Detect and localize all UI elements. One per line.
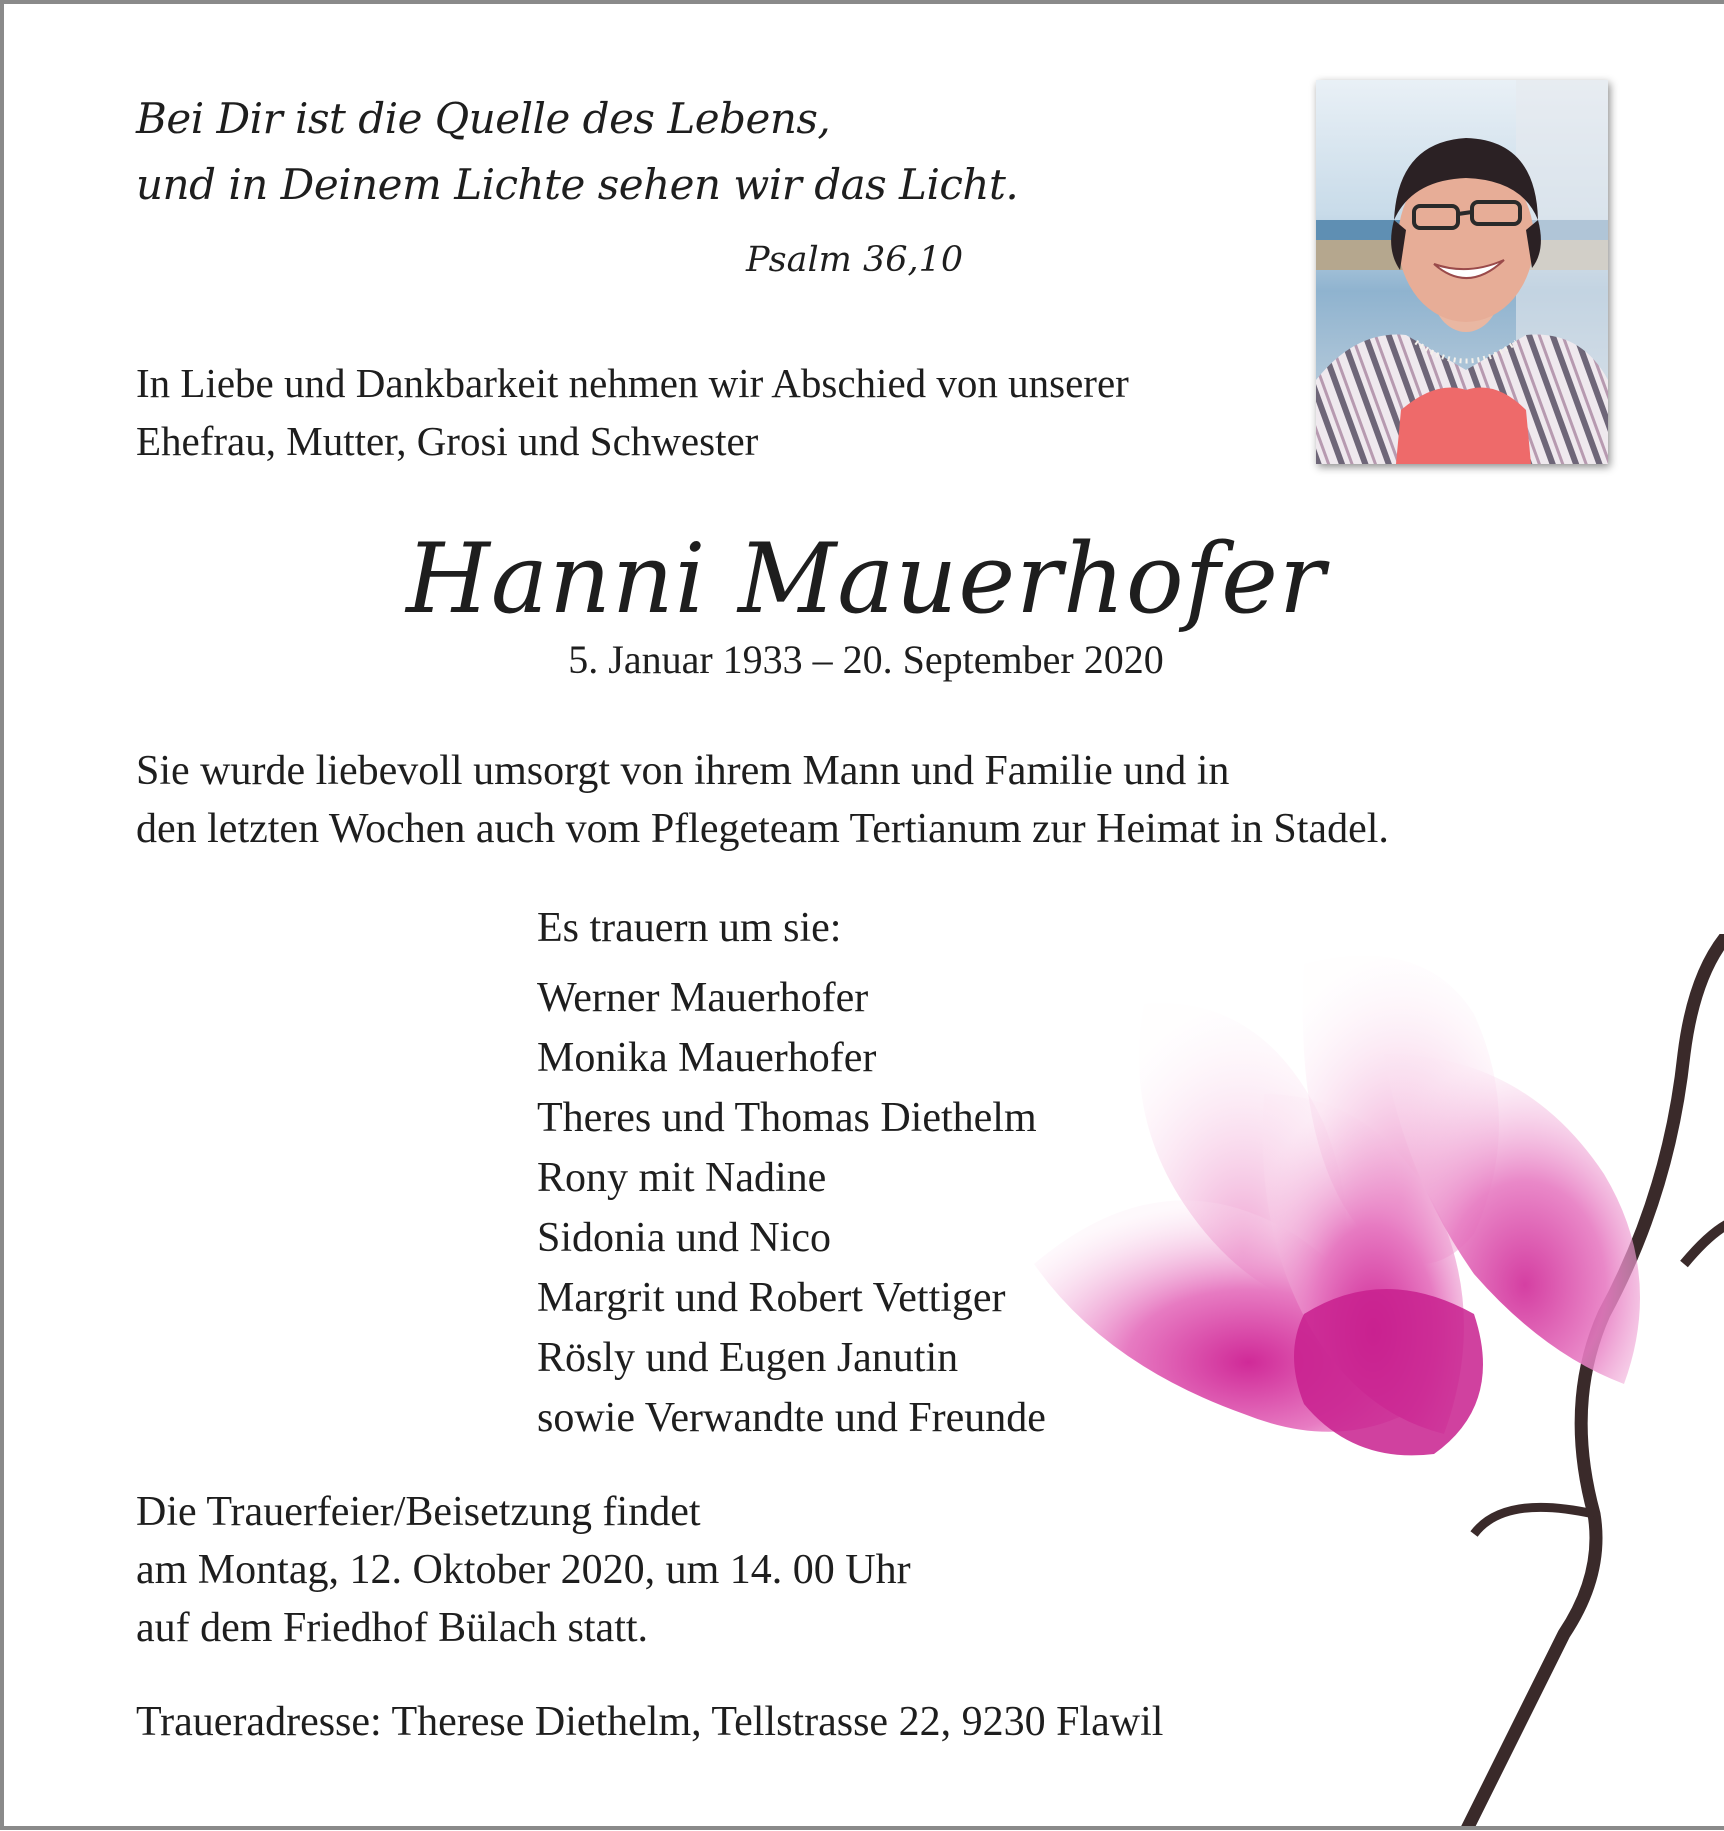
verse-line-2: und in Deinem Lichte sehen wir das Licht.	[136, 160, 1019, 209]
verse-line-1: Bei Dir ist die Quelle des Lebens,	[136, 94, 831, 143]
bible-verse	[136, 86, 1018, 218]
intro-text	[136, 354, 1129, 470]
mourners-list	[537, 898, 1046, 1448]
mourner-name: Theres und Thomas Diethelm	[537, 1095, 1037, 1141]
mourner-name: Sidonia und Nico	[537, 1215, 831, 1261]
mourning-address: Traueradresse: Therese Diethelm, Tellstrasse 22, 9230 Flawil	[136, 1699, 1164, 1745]
mourner-name: Werner Mauerhofer	[537, 975, 869, 1021]
mourner-name: Rösly und Eugen Janutin	[537, 1335, 959, 1381]
service-line-2: am Montag, 12. Oktober 2020, um 14. 00 Uhr	[136, 1547, 911, 1593]
portrait-photo	[1316, 80, 1608, 464]
mourner-name: Monika Mauerhofer	[537, 1035, 877, 1081]
mourners-heading: Es trauern um sie:	[537, 905, 842, 951]
service-line-3: auf dem Friedhof Bülach statt.	[136, 1605, 649, 1651]
service-info	[136, 1483, 911, 1657]
intro-line-2: Ehefrau, Mutter, Grosi und Schwester	[136, 418, 759, 464]
mourner-name: sowie Verwandte und Freunde	[537, 1395, 1046, 1441]
intro-line-1: In Liebe und Dankbarkeit nehmen wir Abschied von unserer	[136, 360, 1129, 406]
deceased-name: Hanni Mauerhofer	[406, 523, 1326, 635]
care-line-1: Sie wurde liebevoll umsorgt von ihrem Mann und Familie und in	[136, 748, 1230, 794]
care-line-2: den letzten Wochen auch vom Pflegeteam Tertianum zur Heimat in Stadel.	[136, 806, 1389, 852]
verse-source: Psalm 36,10	[746, 240, 964, 280]
care-text	[136, 742, 1389, 858]
magnolia-illustration	[1004, 934, 1724, 1830]
service-line-1: Die Trauerfeier/Beisetzung findet	[136, 1489, 701, 1535]
mourner-name: Rony mit Nadine	[537, 1155, 827, 1201]
life-dates: 5. Januar 1933 – 20. September 2020	[568, 637, 1164, 682]
mourner-name: Margrit und Robert Vettiger	[537, 1275, 1006, 1321]
